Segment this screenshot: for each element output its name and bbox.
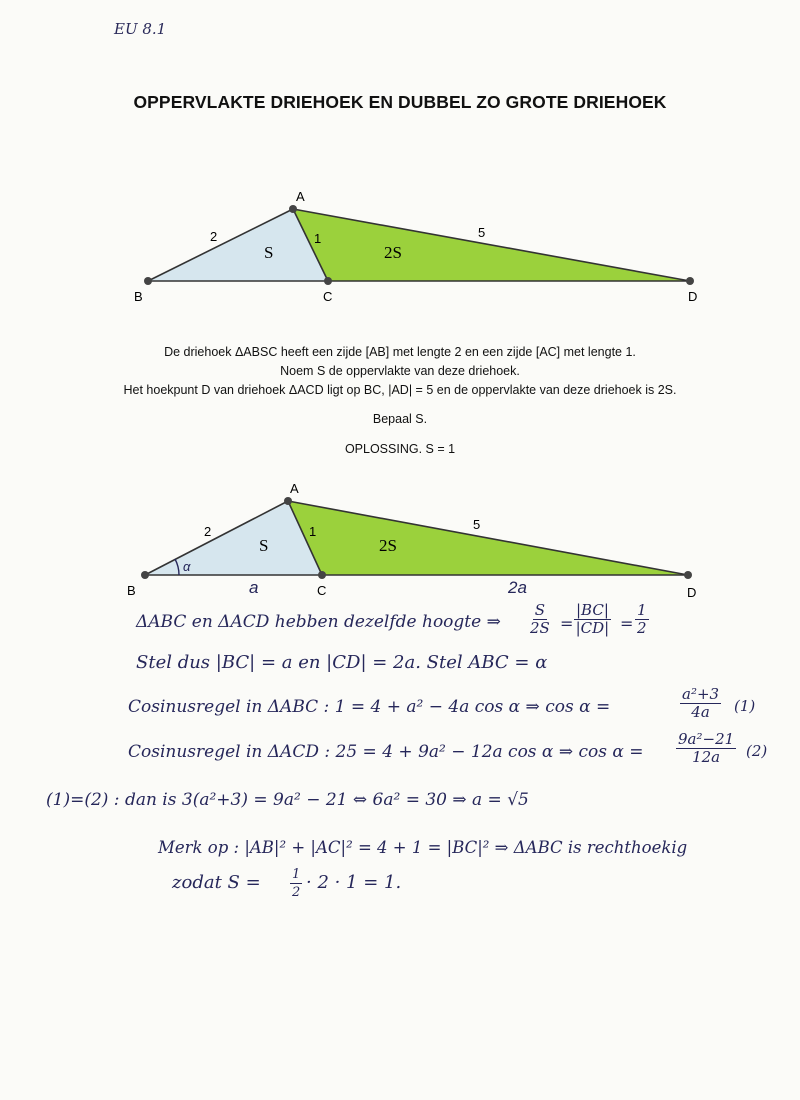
- hw-line-4-tag: (2): [746, 742, 768, 760]
- label-side-ad: 5: [478, 225, 486, 240]
- hw-line-2: Stel dus |BC| = a en |CD| = 2a. Stel ABC = α: [136, 652, 548, 673]
- point-c-2: [318, 571, 326, 579]
- hw-line-7: zodat S =: [172, 872, 261, 893]
- point-a-2: [284, 497, 292, 505]
- hw-line-7-frac: $\frac{1}{2}$: [292, 867, 301, 900]
- hw-line-3-tag: (1): [734, 697, 756, 715]
- label-c: C: [323, 289, 333, 304]
- label-side-ab: 2: [210, 229, 218, 244]
- hw-line-1-frac-half: $\frac{1}{2}$: [637, 601, 647, 637]
- label-b: B: [134, 289, 143, 304]
- hw-line-1: ΔABC en ΔACD hebben dezelfde hoogte ⇒: [136, 612, 501, 632]
- label-d: D: [688, 289, 698, 304]
- label-side-ab-2: 2: [204, 524, 212, 539]
- label-area-s: S: [264, 243, 274, 262]
- label-c-2: C: [317, 583, 327, 598]
- label-side-ad-2: 5: [473, 517, 481, 532]
- label-angle-alpha: α: [183, 559, 191, 574]
- label-side-ac-2: 1: [309, 524, 317, 539]
- label-d-2: D: [687, 585, 697, 600]
- label-cd-2a: 2a: [508, 578, 527, 597]
- page-reference: EU 8.1: [114, 20, 167, 38]
- page-title: OPPERVLAKTE DRIEHOEK EN DUBBEL ZO GROTE DRIEHOEK: [133, 92, 667, 112]
- label-area-2s: 2S: [384, 243, 402, 262]
- hw-line-1-frac-s: $\frac{S}{2S}$: [530, 601, 550, 637]
- label-a: A: [296, 189, 305, 204]
- problem-line-2: Noem S de oppervlakte van deze driehoek.: [280, 364, 520, 378]
- hw-line-7-rest: · 2 · 1 = 1.: [306, 872, 402, 893]
- label-area-s-2: S: [259, 536, 269, 555]
- worksheet-page: EU 8.1 OPPERVLAKTE DRIEHOEK EN DUBBEL ZO GROTE DRIEHOEK A B C D 2 1 5 S 2S De driehoek ΔABSC heeft een zijde [AB] met lengte 2 en een zijde [AC] met lengte 1. Noem S de oppervlakte van deze driehoek. Het hoekpunt D van driehoek ΔACD ligt op BC, |AD| = 5 en de oppervlakte van deze driehoek is 2S. Bepaal S. OPLOSSING. S = 1 A B C D 2 1 5 S 2S α a 2a ΔABC en ΔACD hebben dezelfde hoogte ⇒ $\frac{S}{2S}$ = $\frac{|BC|}{|CD|}$ = $\frac{1}{2}$ Stel dus |BC| = a en |CD| = 2a. Stel ABC = α Cosinusregel in ΔABC : 1 = 4 + a² − 4a cos α ⇒ cos α = $\frac{\text{a²+3}}{4a}$ (1) Cosinusregel in ΔACD : 25 = 4 + 9a² − 12a cos α ⇒ cos α = $\frac{\text{9a²−21}}{12a}$ (2) (1)=(2) : dan is 3(a²+3) = 9a² − 21 ⇔ 6a² = 30 ⇒ a = √5 Merk op : |AB|² + |AC|² = 4 + 1 = |BC|² ⇒ ΔABC is rechthoekig zodat S = $\frac{1}{2}$ · 2 · 1 = 1.: [0, 0, 800, 1100]
- label-b-2: B: [127, 583, 136, 598]
- point-d-2: [684, 571, 692, 579]
- hw-line-5: (1)=(2) : dan is 3(a²+3) = 9a² − 21 ⇔ 6a² = 30 ⇒ a = √5: [46, 790, 529, 810]
- solution-heading: OPLOSSING. S = 1: [344, 442, 456, 456]
- label-side-ac: 1: [314, 231, 322, 246]
- label-area-2s-2: 2S: [379, 536, 397, 555]
- point-b-2: [141, 571, 149, 579]
- hw-line-4-frac: $\frac{\text{9a²−21}}{12a}$: [678, 730, 735, 766]
- problem-line-1: De driehoek ΔABSC heeft een zijde [AB] met lengte 2 en een zijde [AC] met lengte 1.: [164, 345, 636, 359]
- label-bc-a: a: [249, 578, 259, 597]
- hw-line-3: Cosinusregel in ΔABC : 1 = 4 + a² − 4a cos α ⇒ cos α =: [128, 697, 611, 717]
- hw-line-6: Merk op : |AB|² + |AC|² = 4 + 1 = |BC|² ⇒ ΔABC is rechthoekig: [158, 838, 688, 857]
- hw-line-4: Cosinusregel in ΔACD : 25 = 4 + 9a² − 12a cos α ⇒ cos α =: [128, 742, 644, 762]
- label-a-2: A: [290, 481, 299, 496]
- hw-line-1-frac-bc-cd: $\frac{|BC|}{|CD|}$: [575, 601, 610, 637]
- question: Bepaal S.: [372, 412, 428, 426]
- hw-line-3-frac: $\frac{\text{a²+3}}{4a}$: [682, 685, 720, 721]
- problem-line-3: Het hoekpunt D van driehoek ΔACD ligt op BC, |AD| = 5 en de oppervlakte van deze driehoek is 2S.: [123, 383, 677, 397]
